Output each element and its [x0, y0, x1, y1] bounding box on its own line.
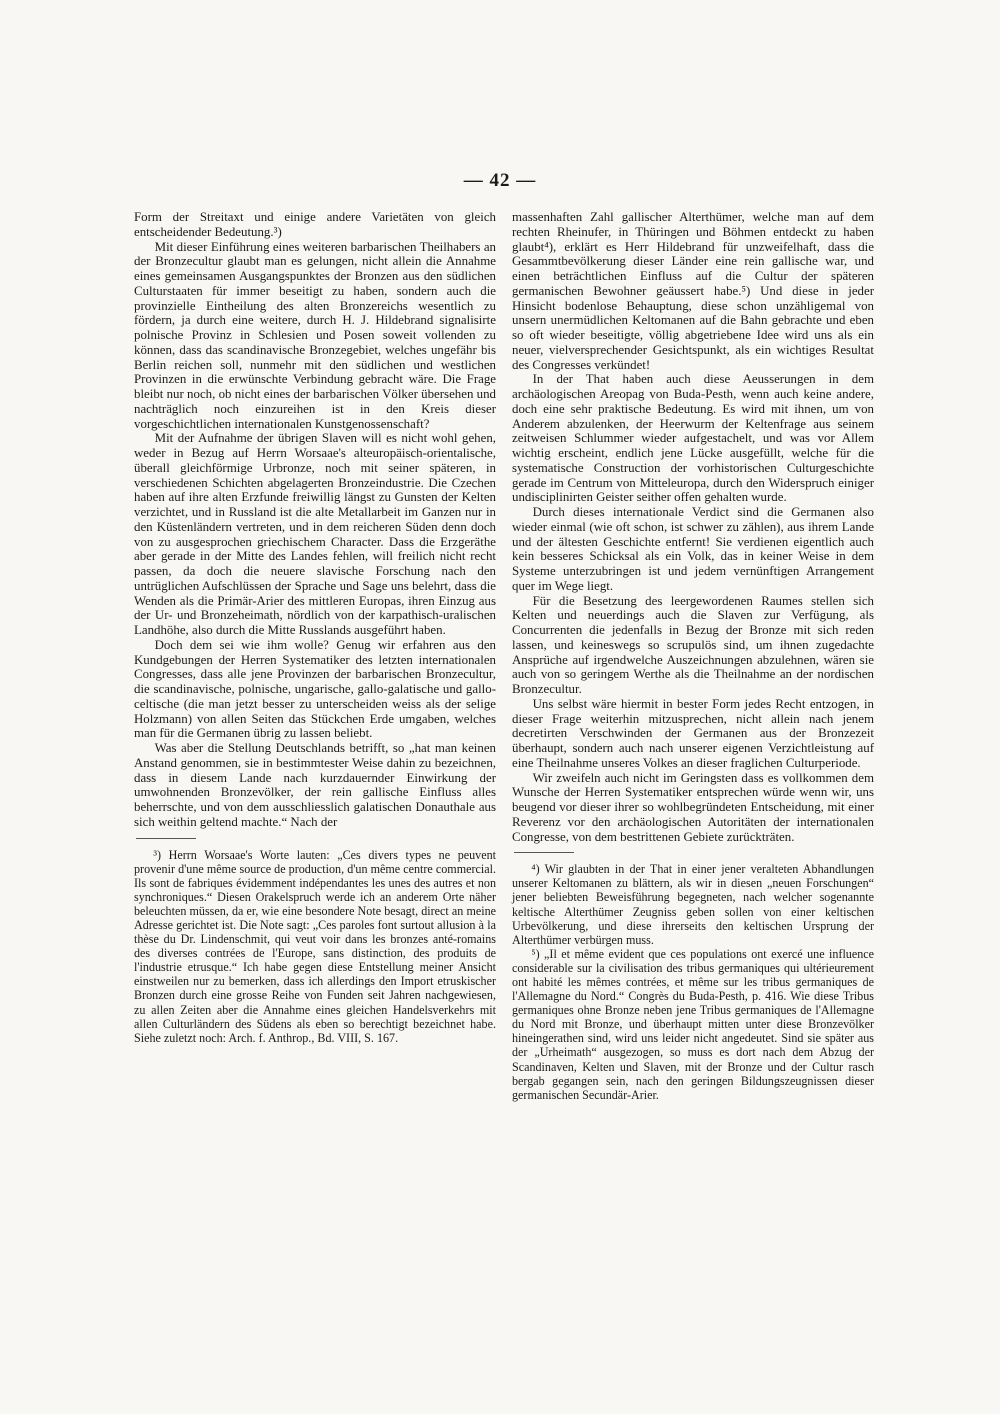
paragraph: Doch dem sei wie ihm wolle? Genug wir erfahren aus den Kundgebungen der Herren Systematiker des letzten internationalen Congresses, dass alle jene Provinzen der barbarischen Bronzecultur, die scandinavische, polnische, ungarische, gallo-galatische und gallo-celtische (die man jetzt besser zu unterscheiden weiss als der selige Holzmann) von allen Seiten das Stückchen Erde umgaben, welches man für die Germanen übrig zu lassen beliebt. — [134, 637, 496, 741]
paragraph: Form der Streitaxt und einige andere Varietäten von gleich entscheidender Bedeutung.³) — [134, 210, 496, 239]
paragraph: Mit dieser Einführung eines weiteren barbarischen Theilhabers an der Bronzecultur glaubt man es gelungen, nicht allein die Annahme eines gemeinsamen Ausgangspunktes der Bronzen aus den südlichen Culturstaaten für immer beseitigt zu haben, sondern auch die provinzielle Eintheilung des alten Bronzereichs wesentlich zu fördern, ja durch eine weitere, durch H. J. Hildebrand signalisirte polnische Provinz in Schlesien und Posen soweit vollenden zu können, dass das scandinavische Bronzegebiet, welches ungefähr bis Berlin reichen soll, nunmehr mit den südlichen und westlichen Provinzen in die erwünschte Verbindung gebracht wäre. Die Frage bleibt nur noch, ob nicht eines der barbarischen Völker übersehen und nachträglich noch einzureihen ist in den Kreis dieser vorgeschichtlichen internationalen Kunstgenossenschaft? — [134, 239, 496, 431]
footnote-divider — [514, 852, 574, 853]
paragraph: Mit der Aufnahme der übrigen Slaven will es nicht wohl gehen, weder in Bezug auf Herrn Worsaae's alteuropäisch-orientalische, überall gleichförmige Urbronze, noch mit seiner späteren, in verschiedenen Schichten abgelagerten Bronzeindustrie. Die Czechen haben auf ihre alten Erzfunde freiwillig längst zu Gunsten der Kelten verzichtet, und in Russland ist die alte Metallarbeit im Ganzen nur in den Küstenländern vertreten, und in dem reicheren Süden denn doch von zu ausgesprochen griechischem Character. Dass die Erzgeräthe aber gerade in der Mitte des Landes fehlen, will freilich nicht recht passen, da doch die neuere slavische Forschung nach den untrüglichen Aufschlüssen der Sprache und Sage uns belehrt, dass die Wenden als die Primär-Arier des mittleren Europas, ihren Einzug aus der Ur- und Bronzeheimath, nördlich von der karpathisch-uralischen Landhöhe, also durch die Mitte Russlands ausgeführt haben. — [134, 431, 496, 637]
left-column — [134, 210, 496, 1045]
paragraph: Uns selbst wäre hiermit in bester Form jedes Recht entzogen, in dieser Frage weiterhin mitzusprechen, nicht allein nach jenem decretirten Verschwinden der Germanen aus der Bronzezeit überhaupt, sondern auch nach unserer eigenen Verzichtleistung auf eine Theilnahme unseres Volkes an dieser fraglichen Culturperiode. — [512, 696, 874, 770]
paragraph: Für die Besetzung des leergewordenen Raumes stellen sich Kelten und neuerdings auch die Slaven zur Verfügung, als Concurrenten die jedenfalls in Bezug der Bronze mit sich reden lassen, und keineswegs so scrupulös sind, um ihnen zugedachte Ansprüche auf irgendwelche Auszeichnungen abzulehnen, wären sie auch von so geringem Werthe als die Theilnahme an der nordischen Bronzecultur. — [512, 593, 874, 696]
footnote: ⁴) Wir glaubten in der That in einer jener veralteten Abhandlungen unserer Keltomanen zu blättern, als wir in diesen „neuen Forschungen“ jener beliebten Beweisführung begegneten, nach welcher sogenannte keltische Alterthümer Zeugniss geben sollen von einer keltischen Urbevölkerung, und diese ihrerseits den keltischen Ursprung der Alterthümer verbürgen muss. — [512, 862, 874, 947]
paragraph: Wir zweifeln auch nicht im Geringsten dass es vollkommen dem Wunsche der Herren Systematiker entsprechen würde wenn wir, uns beugend vor dieser ihrer so wohlbegründeten Entscheidung, mit einer Reverenz vor den archäologischen Autoritäten der internationalen Congresse, von dem bestrittenen Gebiete zurückträten. — [512, 770, 874, 844]
footnote: ³) Herrn Worsaae's Worte lauten: „Ces divers types ne peuvent provenir d'une même source de production, d'un même centre commercial. Ils sont de fabriques évidemment indépendantes les unes des autres et non synchroniques.“ Diesen Orakelspruch werde ich an anderem Orte näher beleuchten müssen, da er, wie eine besondere Note besagt, direct an meine Adresse gerichtet ist. Die Note sagt: „Ces paroles font surtout allusion à la thèse du Dr. Lindenschmit, qui veut voir dans les bronzes anté-romains des diverses contrées de l'Europe, sans distinction, des produits de l'industrie etrusque.“ Ich habe gegen diese Entstellung meiner Ansicht einstweilen nur zu bemerken, dass ich allerdings den Import etruskischer Bronzen durch eine grosse Reihe von Funden seit Jahren nachgewiesen, zu allen Zeiten aber die Annahme eines gleichen Handelsverkehrs mit allen Culturländern des Südens als eben so berechtigt bezeichnet habe. Siehe zuletzt noch: Arch. f. Anthrop., Bd. VIII, S. 167. — [134, 847, 496, 1045]
right-column — [512, 210, 874, 1102]
page-number: — 42 — — [463, 170, 537, 191]
footnote: ⁵) „Il et même evident que ces populations ont exercé une influence considerable sur la civilisation des tribus germaniques qui ultérieurement ont habité les mêmes contrées, et même sur les tribus germaniques de l'Allemagne du Nord.“ Congrès du Buda-Pesth, p. 416. Wie diese Tribus germaniques ohne Bronze neben jene Tribus germaniques de l'Allemagne du Nord mit Bronze, und überhaupt mitten unter diese Bronzevölker hineingerathen sind, wird uns leider nicht angedeutet. Sind sie später aus der „Urheimath“ ausgezogen, so muss es dort nach dem Abzug der Scandinaven, Kelten und Slaven, mit der Bronze und der Cultur rasch bergab gegangen sein, nach den geringen Bildungszeugnissen dieser germanischen Secundär-Arier. — [512, 946, 874, 1102]
paragraph: massenhaften Zahl gallischer Alterthümer, welche man auf dem rechten Rheinufer, in Thüringen und Böhmen entdeckt zu haben glaubt⁴), erklärt es Herr Hildebrand für unzweifelhaft, dass die Gesammtbevölkerung dieser Länder eine rein gallische war, und einen beträchtlichen Einfluss auf die Cultur der späteren germanischen Bewohner geäussert habe.⁵) Und diese in jeder Hinsicht bodenlose Behauptung, diese schon unzähligemal von unsern unermüdlichen Keltomanen auf die Bahn gebrachte und eben so oft wieder beseitigte, völlig abgetriebene Idee wird uns als ein neuer, vielversprechender Gesichtspunkt, als ein wichtiges Resultat des Congresses verkündet! — [512, 210, 874, 372]
paragraph: In der That haben auch diese Aeusserungen in dem archäologischen Areopag von Buda-Pesth, wenn auch keine andere, doch eine sehr praktische Bedeutung. Es wird mit ihnen, um von Anderem abzulenken, der Heerwurm der Keltenfrage aus seinem zeitweisen Schlummer wieder aufgestachelt, und was vor Allem wichtig erscheint, endlich jene Lücke ausgefüllt, welche für die systematische Construction der vorhistorischen Culturgeschichte gerade im Centrum von Mitteleuropa, durch den Widerspruch einiger undisciplinirten Geister seither offen gehalten wurde. — [512, 372, 874, 505]
paragraph: Durch dieses internationale Verdict sind die Germanen also wieder einmal (wie oft schon, ist schwer zu zählen), aus ihrem Lande und der ältesten Geschichte entfernt! Sie verdienen eigentlich auch kein besseres Schicksal als ein Volk, das in keiner Weise in dem Systeme unterzubringen ist und jedem vernünftigen Arrangement quer im Wege liegt. — [512, 505, 874, 593]
paragraph: Was aber die Stellung Deutschlands betrifft, so „hat man keinen Anstand genommen, sie in bestimmtester Weise dahin zu bezeichnen, dass in diesem Lande nach kurzdauernder Einwirkung der umwohnenden Bronzevölker, der rein gallische Einfluss alles beherrschte, und von dem ausschliesslich galatischen Donauthale aus sich weithin geltend machte.“ Nach der — [134, 741, 496, 829]
footnote-divider — [136, 838, 196, 839]
